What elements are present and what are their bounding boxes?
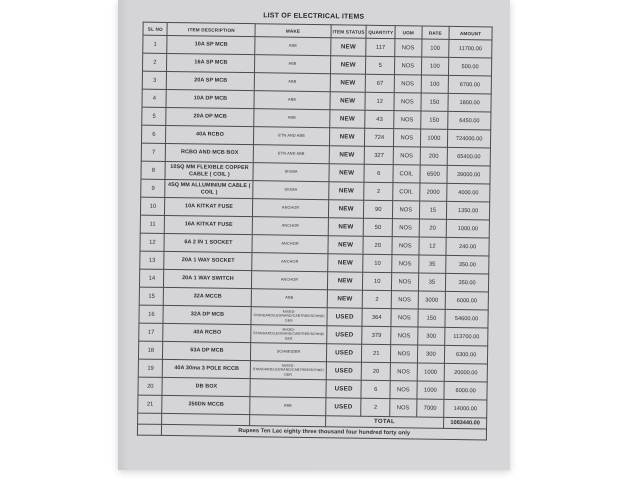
cell-quantity: 327 [365,146,394,164]
cell-description: 10SQ MM FLEXIBLE COPPER CABLE ( COIL ) [165,161,253,180]
cell-uom: NOS [393,147,420,165]
cell-make: SCHNEIDER [251,343,327,362]
cell-quantity: 20 [363,236,392,254]
cell-uom: COIL [393,183,420,201]
cell-description: 4SQ MM ALLUMINIUM CABLE ( COIL ) [165,179,253,198]
cell-rate: 150 [420,93,448,111]
cell-status: NEW [328,182,364,200]
cell-make: ABB [254,91,330,110]
cell-status: USED [325,398,361,416]
cell-status: NEW [328,218,364,236]
cell-quantity: 379 [362,326,391,344]
cell-uom: NOS [394,75,421,93]
amount-in-words: Rupees Ten Lac eighty three thousand four hundred forty only [162,424,487,440]
cell-sl: 13 [140,251,165,269]
cell-status: USED [326,326,362,344]
cell-status: NEW [330,38,366,56]
cell-description: 20A DP MCB [166,107,254,126]
cell-description: 250DN MCCB [162,395,250,414]
cell-description: 20A 1 WAY SWITCH [164,269,252,288]
cell-quantity: 2 [361,398,390,416]
cell-amount: 350.00 [446,255,489,274]
cell-uom: NOS [390,399,417,417]
cell-rate: 1000 [417,363,445,381]
cell-amount: 113700.00 [445,327,488,346]
cell-uom: NOS [391,327,418,345]
cell-amount: 65400.00 [447,147,490,166]
cell-description: 16A KITKAT FUSE [165,215,253,234]
cell-make: MIXED-STANDARD/LEGRAND/CABTREE/SCHNEIDER [251,325,327,344]
cell-make: MIXED-STANDARD/LEGRAND/CABTREE/SCHNEIDER [250,361,326,380]
cell-description: 32A MCCB [164,287,252,306]
cell-amount: 1000.00 [446,219,489,238]
cell-amount: 39000.00 [447,165,490,184]
cell-status: NEW [330,74,366,92]
cell-amount: 54600.00 [445,309,488,328]
total-amount: 1083440.00 [444,417,487,429]
cell-amount: 6000.00 [444,381,487,400]
cell-amount: 500.00 [449,57,492,76]
cell-description: 16A SP MCB [167,53,255,72]
cell-status: NEW [328,236,364,254]
header-make: MAKE [255,24,331,38]
cell-sl: 20 [138,377,163,395]
cell-sl: 17 [139,323,164,341]
cell-sl: 15 [139,287,164,305]
cell-rate: 20 [419,219,447,237]
cell-uom: NOS [390,363,417,381]
cell-amount: 6300.00 [445,345,488,364]
cell-uom: NOS [392,219,419,237]
empty-cell [137,424,162,435]
cell-make: ABB [255,37,331,56]
cell-status: NEW [329,128,365,146]
cell-rate: 15 [419,201,447,219]
header-quantity: QUANTITY [366,25,395,38]
cell-rate: 300 [417,327,445,345]
cell-quantity: 6 [361,380,390,398]
cell-description: RCBO AND MCB BOX [166,143,254,162]
cell-make: ANCHOR [253,199,329,218]
cell-sl: 14 [139,269,164,287]
cell-uom: NOS [395,39,422,57]
cell-quantity: 10 [363,272,392,290]
cell-sl: 10 [140,197,165,215]
cell-uom: NOS [390,345,417,363]
cell-uom: NOS [391,291,418,309]
empty-cell [138,413,163,424]
cell-uom: COIL [393,165,420,183]
cell-amount: 4000.00 [447,183,490,202]
cell-uom: NOS [392,201,419,219]
cell-amount: 1350.00 [447,201,490,220]
cell-rate: 150 [420,111,448,129]
header-item-status: ITEM STATUS [331,25,367,38]
cell-quantity: 10 [363,254,392,272]
header-uom: UOM [395,26,422,39]
cell-rate: 7000 [416,399,444,417]
cell-description: 63A DP MCB [163,341,251,360]
cell-uom: NOS [392,237,419,255]
cell-sl: 1 [143,35,168,53]
cell-amount: 240.00 [446,237,489,256]
cell-amount: 20000.00 [444,363,487,382]
cell-uom: NOS [394,111,421,129]
cell-uom: NOS [390,381,417,399]
cell-rate: 100 [421,75,449,93]
cell-amount: 1800.00 [448,93,491,112]
cell-rate: 6500 [419,165,447,183]
cell-quantity: 5 [366,56,395,74]
cell-rate: 12 [418,237,446,255]
cell-make: ANCHOR [252,235,328,254]
cell-rate: 100 [421,57,449,75]
cell-status: NEW [330,56,366,74]
cell-amount: 6450.00 [448,111,491,130]
cell-sl: 8 [141,161,166,179]
cell-make: ABB [250,397,326,416]
cell-make: SIGMA [253,181,329,200]
cell-quantity: 21 [362,344,391,362]
cell-status: USED [326,380,362,398]
cell-status: NEW [327,254,363,272]
header-sl-no: SL NO [143,22,168,35]
cell-quantity: 90 [364,200,393,218]
cell-description: 6A 2 IN 1 SOCKET [164,233,252,252]
cell-rate: 2000 [419,183,447,201]
cell-status: NEW [327,272,363,290]
cell-amount: 350.00 [446,273,489,292]
cell-amount: 11700.00 [449,39,492,58]
cell-quantity: 67 [366,74,395,92]
scanned-content [112,0,510,441]
cell-uom: NOS [393,129,420,147]
cell-sl: 12 [140,233,165,251]
cell-rate: 200 [420,147,448,165]
cell-description: 10A DP MCB [166,89,254,108]
cell-quantity: 2 [363,290,392,308]
electrical-items-table [137,22,493,441]
cell-status: NEW [329,146,365,164]
cell-sl: 19 [138,359,163,377]
cell-description: 20A SP MCB [167,71,255,90]
cell-quantity: 50 [364,218,393,236]
cell-sl: 21 [138,395,163,413]
cell-description: 40A RCBO [166,125,254,144]
page-title: LIST OF ELECTRICAL ITEMS [263,12,365,21]
cell-description: 10A KITKAT FUSE [165,197,253,216]
cell-sl: 3 [142,71,167,89]
cell-sl: 4 [142,89,167,107]
cell-quantity: 117 [366,38,395,56]
cell-make: ABB [254,109,330,128]
cell-rate: 100 [421,39,449,57]
cell-rate: 35 [418,273,446,291]
header-amount: AMOUNT [449,26,492,40]
cell-quantity: 2 [364,182,393,200]
cell-status: USED [326,344,362,362]
header-item-description: ITEM DESCRIPTION [167,22,255,36]
cell-description: 20A 1 WAY SOCKET [164,251,252,270]
cell-uom: NOS [392,255,419,273]
cell-uom: NOS [391,309,418,327]
cell-sl: 7 [141,143,166,161]
cell-uom: NOS [391,273,418,291]
cell-rate: 3000 [418,291,446,309]
cell-make: ABB [255,55,331,74]
cell-status: NEW [328,200,364,218]
cell-sl: 5 [142,107,167,125]
cell-make: ANCHOR [252,217,328,236]
cell-status: NEW [329,164,365,182]
cell-quantity: 43 [365,110,394,128]
cell-rate: 35 [418,255,446,273]
cell-make: SIGMA [253,163,329,182]
cell-quantity: 364 [362,308,391,326]
cell-quantity: 6 [364,164,393,182]
cell-amount: 724000.00 [448,129,491,148]
cell-status: NEW [329,110,365,128]
cell-description: DB BOX [162,377,250,396]
cell-status: NEW [327,290,363,308]
cell-amount: 6700.00 [448,75,491,94]
header-rate: RATE [421,26,449,39]
cell-status: USED [326,362,362,380]
cell-sl: 16 [139,305,164,323]
document-page [118,0,510,470]
cell-make: ANCHOR [252,253,328,272]
cell-description: 10A SP MCB [167,35,255,54]
cell-uom: NOS [394,93,421,111]
cell-make: ETN AND ABB [254,127,330,146]
cell-quantity: 12 [365,92,394,110]
cell-quantity: 20 [362,362,391,380]
cell-make: MIXED-STANDARD/LEGRAND/CABTREE/SCHNEIDER [251,307,327,326]
cell-make: ABB [254,73,330,92]
cell-make: ETN AND ABB [253,145,329,164]
cell-sl: 9 [141,179,166,197]
cell-rate: 150 [417,309,445,327]
cell-sl: 6 [141,125,166,143]
cell-make: ANCHOR [252,271,328,290]
cell-amount: 6000.00 [445,291,488,310]
cell-rate: 300 [417,345,445,363]
cell-description: 40A 30ma 3 POLE RCCB [163,359,251,378]
cell-status: NEW [330,92,366,110]
cell-rate: 1000 [416,381,444,399]
cell-sl: 18 [138,341,163,359]
cell-status: USED [327,308,363,326]
cell-make: ABB [251,289,327,308]
cell-make [250,379,326,398]
cell-description: 40A RCBO [163,323,251,342]
total-label: TOTAL [325,416,443,429]
cell-sl: 2 [142,53,167,71]
cell-amount: 14000.00 [444,399,487,418]
cell-quantity: 724 [365,128,394,146]
cell-rate: 1000 [420,129,448,147]
cell-description: 32A DP MCB [163,305,251,324]
cell-uom: NOS [394,57,421,75]
cell-sl: 11 [140,215,165,233]
